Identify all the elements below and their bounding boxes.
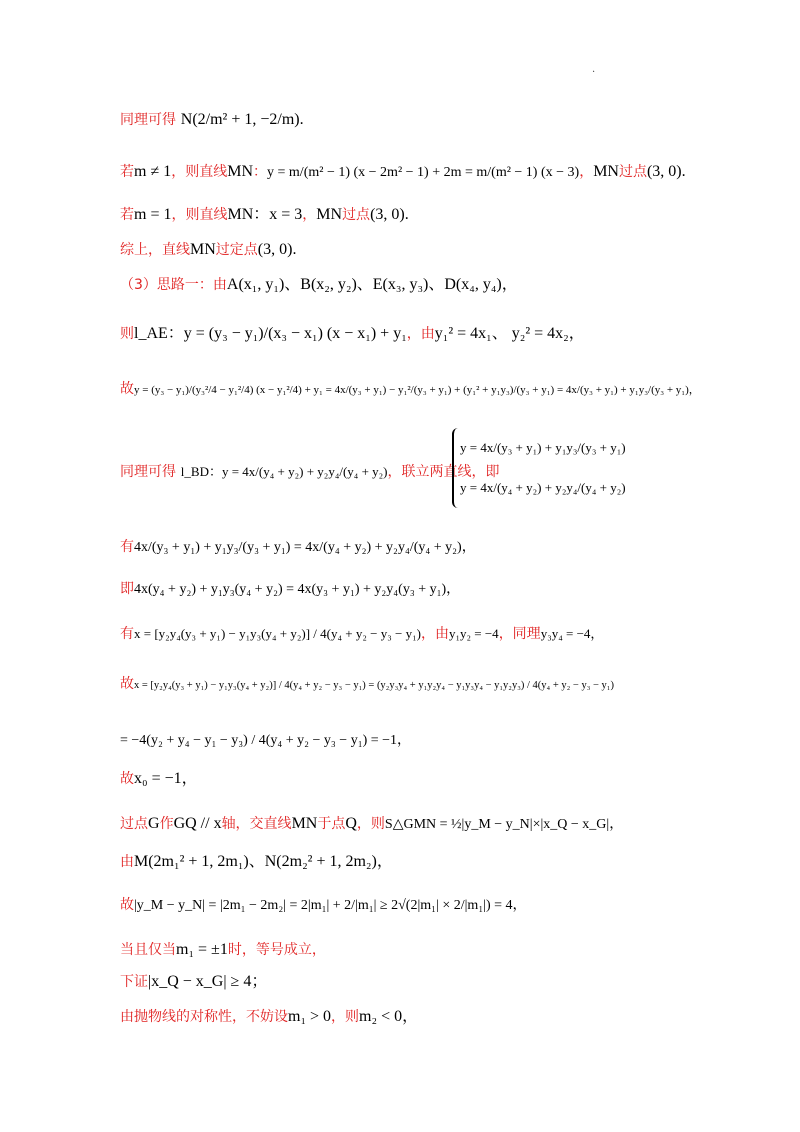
text-cn: 作 xyxy=(159,816,174,832)
math: y₁y₂ = −4 xyxy=(448,626,499,641)
math: m₁ > 0 xyxy=(288,1008,332,1025)
line-8 xyxy=(120,460,740,483)
text-cn: 过点 xyxy=(342,207,371,223)
math: M(2m₁² + 1, 2m₁)、N(2m₂² + 1, 2m₂)， xyxy=(134,853,393,870)
text-cn: ， xyxy=(302,207,317,223)
math: x₀ = −1， xyxy=(134,770,198,787)
system-eq-1: y = 4x/(y₃ + y₁) + y₁y₃/(y₃ + y₁) xyxy=(460,440,626,455)
line-18 xyxy=(120,938,740,961)
line-9 xyxy=(120,535,740,559)
text-cn: 于点 xyxy=(317,816,346,832)
line-7 xyxy=(120,378,740,401)
math: MN xyxy=(291,815,318,832)
text-cn: 由抛物线的对称性，不妨设 xyxy=(120,1009,288,1025)
text-cn: 过点 xyxy=(618,164,647,180)
text-cn: 综上，直线 xyxy=(120,242,190,258)
text-cn: 若 xyxy=(120,164,134,180)
text-cn: 同理可得 xyxy=(120,112,176,128)
text-cn: ，联立两直线，即 xyxy=(387,464,500,480)
math: y = m/(m² − 1) (x − 2m² − 1) + 2m = m/(m² − 1) (x − 3) xyxy=(267,165,580,180)
math: 4x/(y₃ + y₁) + y₁y₃/(y₃ + y₁) = 4x/(y₄ + y₂) + y₂y₄/(y₄ + y₂)， xyxy=(134,540,476,555)
text-cn: 故 xyxy=(120,897,134,913)
text-cn: ，由 xyxy=(406,326,435,342)
math: (3, 0). xyxy=(370,206,409,223)
math: MN xyxy=(316,206,343,223)
math: 4x(y₄ + y₂) + y₁y₃(y₄ + y₂) = 4x(y₃ + y₁) + y₂y₄(y₃ + y₁)， xyxy=(134,582,461,597)
text-cn: 过点 xyxy=(120,816,148,832)
math: MN：x = 3 xyxy=(227,206,303,223)
math: y = (y₃ − y₁)/(y₃²/4 − y₁²/4) (x − y₁²/4) + y₁ = 4x/(y₃ + y₁) − y₁²/(y₃ + y₁) + (y₁² + y₁y₃)/(y₃ + y₁) = 4x/(y₃ + y₁) + y₁y₃/(y₃ + y₁)， xyxy=(134,384,700,396)
text-cn: 若 xyxy=(120,207,134,223)
math: m₂ < 0， xyxy=(359,1008,419,1025)
line-10 xyxy=(120,577,740,601)
text-cn: 故 xyxy=(120,676,134,692)
text-cn: 当且仅当 xyxy=(120,942,176,958)
text-cn: ，则 xyxy=(331,1009,360,1025)
corner-mark: . xyxy=(592,64,596,75)
math: GQ // x xyxy=(173,815,222,832)
text-cn: 故 xyxy=(120,381,134,397)
text-cn: 同理可得 xyxy=(120,464,176,480)
math: MN xyxy=(227,163,254,180)
math: x = [y₂y₄(y₃ + y₁) − y₁y₃(y₄ + y₂)] / 4(y₄ + y₂ − y₃ − y₁) = (y₂y₃y₄ + y₁y₂y₄ − y₁y₃y₄ − y₁y₂y₃) / 4(y₄ + y₂ − y₃ − y₁) xyxy=(134,680,614,691)
text-cn: 有 xyxy=(120,626,134,642)
line-16 xyxy=(120,850,740,873)
line-6 xyxy=(120,322,740,345)
text-cn: ： xyxy=(253,164,268,180)
equation-system xyxy=(452,428,626,508)
line-19 xyxy=(120,970,740,993)
text-cn: ，则直线 xyxy=(171,207,228,223)
text-cn: ，则直线 xyxy=(171,164,228,180)
math: Q xyxy=(345,815,357,832)
math: MN xyxy=(593,163,619,180)
text-cn: 时，等号成立， xyxy=(227,942,326,958)
line-17 xyxy=(120,893,740,917)
math: |x_Q − x_G| ≥ 4； xyxy=(148,973,268,990)
math: N(2/m² + 1, −2/m). xyxy=(180,111,304,128)
line-20 xyxy=(120,1005,740,1028)
line-11 xyxy=(120,622,740,645)
math: m₁ = ±1 xyxy=(176,941,228,958)
math: S△GMN = ½|y_M − y_N|×|x_Q − x_G|， xyxy=(384,817,624,832)
text-cn: 故 xyxy=(120,771,134,787)
text-cn: 即 xyxy=(120,581,134,597)
math: y₁² = 4x₁、 y₂² = 4x₂， xyxy=(434,325,585,342)
text-cn: 则 xyxy=(120,326,134,342)
math: = −4(y₂ + y₄ − y₁ − y₃) / 4(y₄ + y₂ − y₃ − y₁) = −1， xyxy=(120,733,412,748)
line-12 xyxy=(120,672,740,697)
math: y₃y₄ = −4， xyxy=(540,626,604,641)
line-13 xyxy=(120,728,740,752)
text-cn: ，同理 xyxy=(498,626,541,642)
math: l_BD：y = 4x/(y₄ + y₂) + y₂y₄/(y₄ + y₂) xyxy=(180,464,388,479)
text-cn: 有 xyxy=(120,539,134,555)
text-cn: 由 xyxy=(120,854,134,870)
math: m ≠ 1 xyxy=(134,163,172,180)
text-cn: 过定点 xyxy=(215,242,258,258)
text-cn: （3）思路一：由 xyxy=(120,277,227,293)
line-3 xyxy=(120,203,740,226)
line-4 xyxy=(120,238,740,261)
system-eq-2: y = 4x/(y₄ + y₂) + y₂y₄/(y₄ + y₂) xyxy=(460,480,626,495)
text-cn: ，由 xyxy=(420,626,449,642)
line-1 xyxy=(120,108,740,131)
text-cn: 下证 xyxy=(120,974,148,990)
line-15 xyxy=(120,812,740,836)
text-cn: 轴，交直线 xyxy=(221,816,292,832)
math: (3, 0). xyxy=(257,241,297,258)
math: x = [y₂y₄(y₃ + y₁) − y₁y₃(y₄ + y₂)] / 4(y₄ + y₂ − y₃ − y₁) xyxy=(134,626,421,641)
line-5 xyxy=(120,273,740,296)
math: |y_M − y_N| = |2m₁ − 2m₂| = 2|m₁| + 2/|m₁| ≥ 2√(2|m₁| × 2/|m₁|) = 4， xyxy=(134,898,527,913)
math: m = 1 xyxy=(134,206,172,223)
text-cn: ， xyxy=(579,164,594,180)
math: G xyxy=(148,815,160,832)
text-cn: ，则 xyxy=(356,816,385,832)
line-14 xyxy=(120,767,740,790)
math: A(x₁, y₁)、B(x₂, y₂)、E(x₃, y₃)、D(x₄, y₄)， xyxy=(226,276,518,293)
math: MN xyxy=(190,241,216,258)
line-2 xyxy=(120,160,740,184)
math: l_AE：y = (y₃ − y₁)/(x₃ − x₁) (x − x₁) + y₁ xyxy=(134,325,407,342)
math: (3, 0). xyxy=(646,163,686,180)
